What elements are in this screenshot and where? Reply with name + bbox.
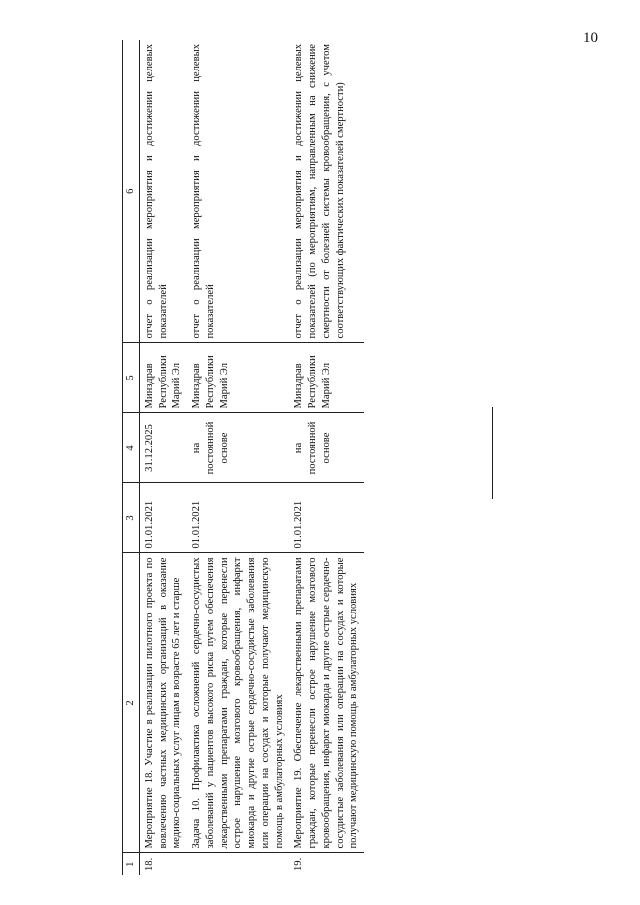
measures-table xyxy=(122,40,364,875)
measure-name: Мероприятие 19. Обеспечение лекарственными препаратами граждан, которые перенесли острое нарушение мозгового кровообращения, инфаркт миокарда и другие острые сердечно-сосудистые заболевания или операции на сосудах и которые получают медицинскую помощь в амбулаторных условиях xyxy=(289,553,364,853)
header-row xyxy=(123,40,140,875)
task-name: Задача 10. Профилактика осложнений сердечно-сосудистых заболеваний у пациентов высокого риска путем обеспечения лекарственными препаратами граждан, которые перенесли острое нарушение мозгового кровообращения, инфаркт миокарда и другие острые сердечно-сосудистые заболевания или операции на сосудах и которые получают медицинскую помощь в амбулаторных условиях xyxy=(187,553,289,853)
header-cell: 6 xyxy=(123,40,140,343)
row-number: 19. xyxy=(289,853,364,875)
header-cell: 2 xyxy=(123,553,140,853)
result: отчет о реализации мероприятия и достижении целевых показателей xyxy=(139,40,187,343)
end-of-table-line xyxy=(492,407,493,499)
start-date: 01.01.2021 xyxy=(289,483,364,553)
table-row xyxy=(139,40,187,875)
row-number xyxy=(187,853,289,875)
start-date: 01.01.2021 xyxy=(187,483,289,553)
responsible: Минздрав Республики Марий Эл xyxy=(139,343,187,413)
header-cell: 5 xyxy=(123,343,140,413)
rotated-table-container xyxy=(122,40,462,875)
start-date: 01.01.2021 xyxy=(139,483,187,553)
responsible: Минздрав Республики Марий Эл xyxy=(289,343,364,413)
result: отчет о реализации мероприятия и достижении целевых показателей xyxy=(187,40,289,343)
end-date: 31.12.2025 xyxy=(139,413,187,483)
header-cell: 1 xyxy=(123,853,140,875)
row-number: 18. xyxy=(139,853,187,875)
table-row xyxy=(289,40,364,875)
header-cell: 4 xyxy=(123,413,140,483)
result: отчет о реализации мероприятия и достижении целевых показателей (по мероприятиям, направленным на снижение смертности от болезней системы кровообращения, с учетом соответствующих фактических показателей смертности) xyxy=(289,40,364,343)
page-number: 10 xyxy=(583,30,598,46)
measure-name: Мероприятие 18. Участие в реализации пилотного проекта по вовлечению частных медицинских организаций в оказание медико-социальных услуг лицам в возрасте 65 лет и старше xyxy=(139,553,187,853)
responsible: Минздрав Республики Марий Эл xyxy=(187,343,289,413)
end-date: на постоянной основе xyxy=(187,413,289,483)
end-date: на постоянной основе xyxy=(289,413,364,483)
header-cell: 3 xyxy=(123,483,140,553)
table-row xyxy=(187,40,289,875)
